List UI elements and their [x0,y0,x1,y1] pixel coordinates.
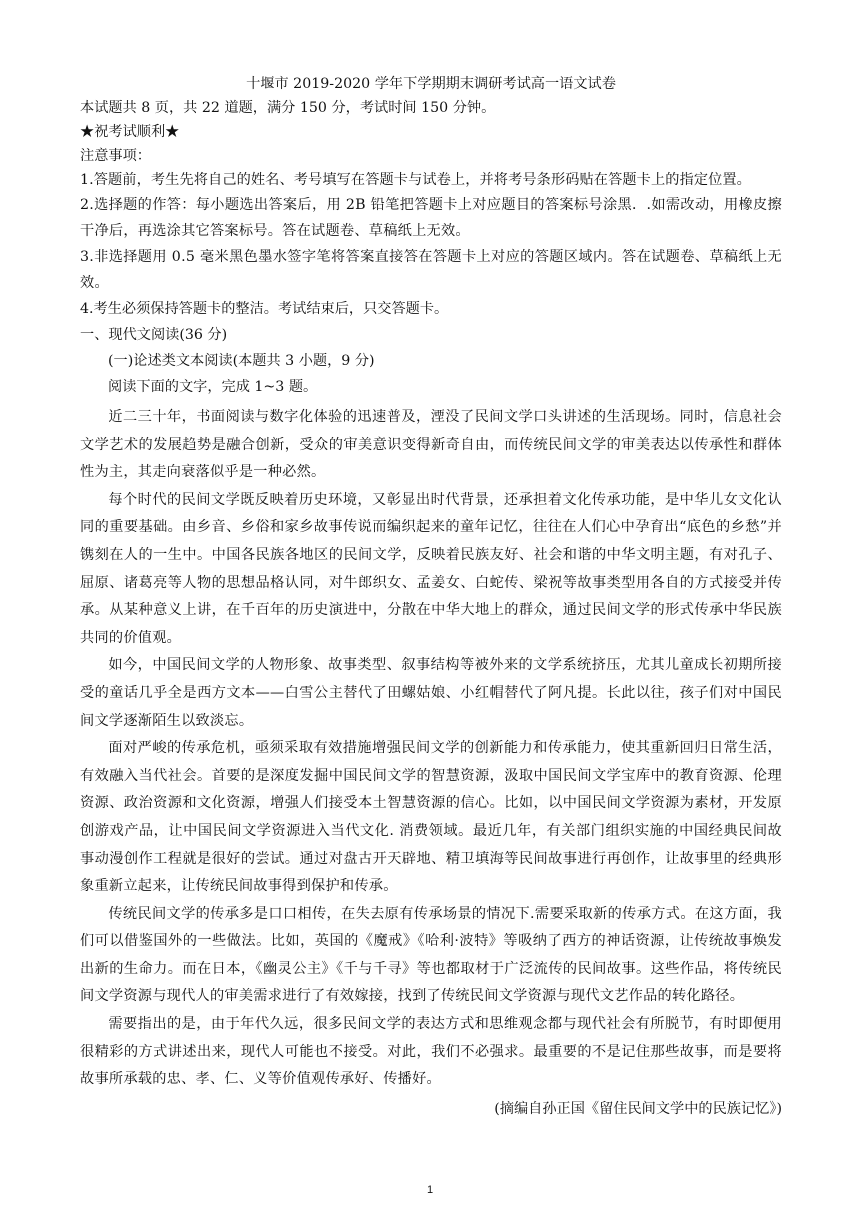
article-paragraph: 需要指出的是，由于年代久远，很多民间文学的表达方式和思维观念都与现代社会有所脱节，有时即便用很精彩的方式讲述出来，现代人可能也不接受。对此，我们不必强求。最重要的不是记住那些故事，而是要将故事所承载的忠、孝、仁、义等价值观传承好、传播好。 [80,1016,782,1088]
article-paragraph: 面对严峻的传承危机，亟须采取有效措施增强民间文学的创新能力和传承能力，使其重新回归日常生活，有效融入当代社会。首要的是深度发掘中国民间文学的智慧资源，汲取中国民间文学宝库中的教育资源、伦理资源、政治资源和文化资源，增强人们接受本土智慧资源的信心。比如，以中国民间文学资源为素材，开发原创游戏产品，让中国民间文学资源进入当代文化. 消费领域。最近几年，有关部门组织实施的中国经典民间故事动漫创作工程就是很好的尝试。通过对盘古开天辟地、精卫填海等民间故事进行再创作，让故事里的经典形象重新立起来，让传统民间故事得到保护和传承。 [80,740,782,895]
reading-instruction: 阅读下面的文字，完成 1~3 题。 [108,379,318,395]
article-paragraph: 传统民间文学的传承多是口口相传，在失去原有传承场景的情况下.需要采取新的传承方式。在这方面，我们可以借鉴国外的一些做法。比如，英国的《魔戒》《哈利·波特》等吸纳了西方的神话资源，让传统故事焕发出新的生命力。而在日本，《幽灵公主》《千与千寻》等也都取材于广泛流传的民间故事。这些作品，将传统民间文学资源与现代人的审美需求进行了有效嫁接，找到了传统民间文学资源与现代文艺作品的转化路径。 [80,905,782,1005]
article-paragraph: 每个时代的民间文学既反映着历史环境，又彰显出时代背景，还承担着文化传承功能，是中华儿女文化认同的重要基础。由乡音、乡俗和家乡故事传说而编织起来的童年记忆，往往在人们心中孕育出“底色的乡愁”并镌刻在人的一生中。中国各民族各地区的民间文学，反映着民族友好、社会和谐的中华文明主题，有对孔子、屈原、诸葛亮等人物的思想品格认同，对牛郎织女、孟姜女、白蛇传、梁祝等故事类型用各自的方式接受并传承。从某种意义上讲，在千百年的历史演进中，分散在中华大地上的群众，通过民间文学的形式传承中华民族共同的价值观。 [80,491,782,646]
section-heading: 一、现代文阅读(36 分) [80,327,228,343]
article-paragraph: 如今，中国民间文学的人物形象、故事类型、叙事结构等被外来的文学系统挤压，尤其儿童成长初期所接受的童话几乎全是西方文本——白雪公主替代了田螺姑娘、小红帽替代了阿凡提。长此以往，孩子们对中国民间文学逐渐陌生以致淡忘。 [80,657,782,729]
exam-title: 十堰市 2019-2020 学年下学期期末调研考试高一语文试卷 [246,76,616,92]
notice-item: 3.非选择题用 0.5 毫米黑色墨水签字笔将答案直接答在答题卡上对应的答题区域内。答在试题卷、草稿纸上无效。 [80,249,782,291]
document-page [80,72,782,1123]
section-subheading: (一)论述类文本阅读(本题共 3 小题，9 分) [108,353,375,369]
exam-wish: ★祝考试顺利★ [80,124,180,140]
notice-label: 注意事项： [80,148,151,164]
article-paragraph: 近二三十年，书面阅读与数字化体验的迅速普及，湮没了民间文学口头讲述的生活现场。同时，信息社会文学艺术的发展趋势是融合创新，受众的审美意识变得新奇自由，而传统民间文学的审美表达以传承性和群体性为主，其走向衰落似乎是一种必然。 [80,409,782,481]
notice-item: 4.考生必须保持答题卡的整洁。考试结束后，只交答题卡。 [80,301,449,317]
page-number: 1 [426,1184,434,1196]
notice-item: 1.答题前，考生先将自己的姓名、考号填写在答题卡与试卷上，并将考号条形码贴在答题卡上的指定位置。 [80,172,751,188]
notice-item: 2.选择题的作答：每小题选出答案后，用 2B 铅笔把答题卡上对应题目的答案标号涂黑．.如需改动，用橡皮擦干净后，再选涂其它答案标号。答在试题卷、草稿纸上无效。 [80,197,782,239]
article-source: (摘编自孙正国《留住民间文学中的民族记忆》) [494,1100,782,1117]
exam-info: 本试题共 8 页，共 22 道题，满分 150 分，考试时间 150 分钟。 [80,100,496,116]
